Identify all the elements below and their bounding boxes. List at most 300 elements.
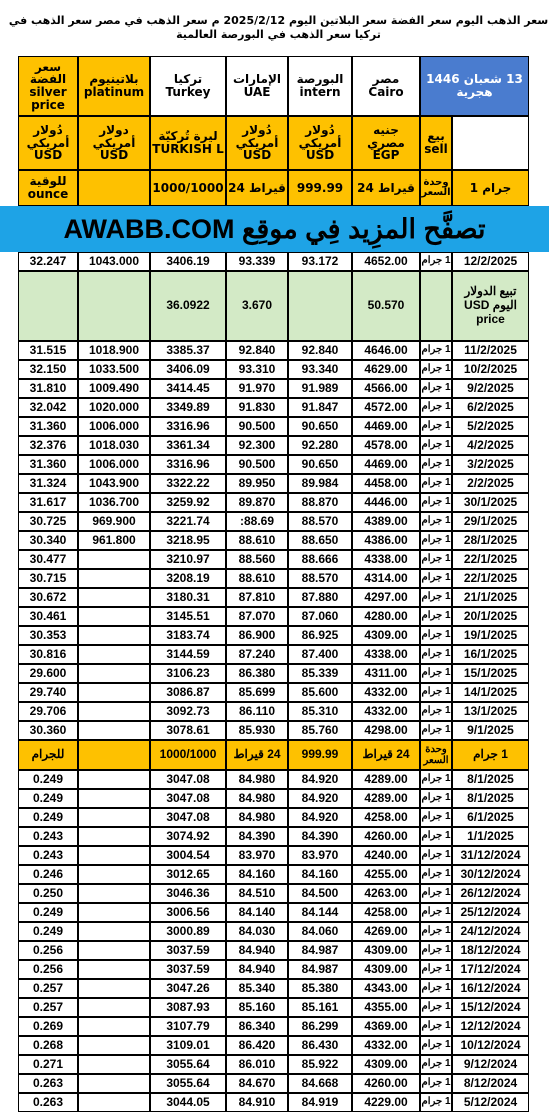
cell-turkey: 3000.89 — [150, 922, 226, 941]
cell-egp: 4469.00 — [352, 455, 420, 474]
cell-silver: 30.340 — [18, 531, 78, 550]
cell-bourse: 86.430 — [288, 1036, 352, 1055]
cell-egp: 4280.00 — [352, 607, 420, 626]
cell-bourse: 90.650 — [288, 417, 352, 436]
cell-platinum — [78, 569, 150, 588]
cell-turkey: 3144.59 — [150, 645, 226, 664]
cell-silver: 0.263 — [18, 1074, 78, 1093]
cell-unit: 1 جرام — [420, 398, 452, 417]
cell-silver: 30.715 — [18, 569, 78, 588]
cell-unit: 1 جرام — [420, 998, 452, 1017]
cell-egp: 50.570 — [352, 271, 420, 341]
cell-silver: 30.725 — [18, 512, 78, 531]
currency-usd-silver: دُولار أمريكي USD — [18, 116, 78, 170]
cell-bourse: 86.299 — [288, 1017, 352, 1036]
header-uae: الإمارات UAE — [226, 56, 288, 116]
cell-date: 21/1/2025 — [452, 588, 529, 607]
cell-turkey: 3106.23 — [150, 664, 226, 683]
cell-turkey: 3044.05 — [150, 1093, 226, 1112]
cell-silver: 0.271 — [18, 1055, 78, 1074]
cell-egp: 4258.00 — [352, 808, 420, 827]
cell-silver: 32.247 — [18, 252, 78, 271]
cell-egp: 4260.00 — [352, 1074, 420, 1093]
cell-silver: 32.150 — [18, 360, 78, 379]
cell-platinum — [78, 1017, 150, 1036]
cell-silver: 30.477 — [18, 550, 78, 569]
cell-unit: 1 جرام — [420, 474, 452, 493]
cell-turkey: 3055.64 — [150, 1074, 226, 1093]
cell-turkey: 1000/1000 — [150, 740, 226, 770]
cell-silver: 32.376 — [18, 436, 78, 455]
cell-bourse: 86.925 — [288, 626, 352, 645]
cell-egp: 4260.00 — [352, 827, 420, 846]
cell-date: 22/1/2025 — [452, 550, 529, 569]
cell-egp: 4258.00 — [352, 903, 420, 922]
cell-date: 10/2/2025 — [452, 360, 529, 379]
cell-platinum — [78, 979, 150, 998]
cell-unit: 1 جرام — [420, 903, 452, 922]
cell-date: 13/1/2025 — [452, 702, 529, 721]
cell-date: 2/2/2025 — [452, 474, 529, 493]
cell-unit: 1 جرام — [420, 922, 452, 941]
cell-platinum — [78, 998, 150, 1017]
cell-egp: 24 قيراط — [352, 740, 420, 770]
cell-bourse: 87.400 — [288, 645, 352, 664]
cell-bourse — [288, 271, 352, 341]
cell-date: 24/12/2024 — [452, 922, 529, 941]
cell-uae: 87.810 — [226, 588, 288, 607]
cell-turkey: 36.0922 — [150, 271, 226, 341]
cell-uae: 84.030 — [226, 922, 288, 941]
cell-platinum — [78, 960, 150, 979]
cell-date: 8/12/2024 — [452, 1074, 529, 1093]
cell-uae: 88.610 — [226, 531, 288, 550]
cell-unit: 1 جرام — [420, 607, 452, 626]
cell-bourse: 84.919 — [288, 1093, 352, 1112]
cell-turkey: 3037.59 — [150, 960, 226, 979]
cell-turkey: 3361.34 — [150, 436, 226, 455]
cell-uae: 86.380 — [226, 664, 288, 683]
unit-karat-uae: 24 قيراط — [226, 170, 288, 206]
cell-egp: 4314.00 — [352, 569, 420, 588]
cell-platinum — [78, 607, 150, 626]
cell-turkey: 3078.61 — [150, 721, 226, 740]
cell-date: 20/1/2025 — [452, 607, 529, 626]
site-banner[interactable]: تصفَّح المزِيد فِي موقِع AWABB.COM — [0, 206, 549, 252]
cell-platinum: 1036.700 — [78, 493, 150, 512]
cell-platinum — [78, 846, 150, 865]
cell-date: 9/2/2025 — [452, 379, 529, 398]
cell-date: 8/1/2025 — [452, 770, 529, 789]
cell-silver: 31.360 — [18, 455, 78, 474]
cell-silver: 31.810 — [18, 379, 78, 398]
cell-unit: 1 جرام — [420, 455, 452, 474]
cell-date: 1 جرام — [452, 740, 529, 770]
cell-uae: 88.69: — [226, 512, 288, 531]
cell-unit: 1 جرام — [420, 417, 452, 436]
header-turkey: تركيا Turkey — [150, 56, 226, 116]
cell-turkey: 3047.08 — [150, 770, 226, 789]
cell-platinum: 1006.000 — [78, 417, 150, 436]
cell-uae: 84.140 — [226, 903, 288, 922]
cell-unit: 1 جرام — [420, 341, 452, 360]
cell-silver: 29.740 — [18, 683, 78, 702]
cell-unit: 1 جرام — [420, 252, 452, 271]
cell-turkey: 3092.73 — [150, 702, 226, 721]
cell-uae: 86.110 — [226, 702, 288, 721]
cell-egp: 4263.00 — [352, 884, 420, 903]
cell-uae: 84.940 — [226, 960, 288, 979]
cell-turkey: 3218.95 — [150, 531, 226, 550]
cell-turkey: 3037.59 — [150, 941, 226, 960]
cell-date: 18/12/2024 — [452, 941, 529, 960]
cell-egp: 4311.00 — [352, 664, 420, 683]
cell-platinum: 1006.000 — [78, 455, 150, 474]
cell-uae: 86.420 — [226, 1036, 288, 1055]
cell-uae: 84.390 — [226, 827, 288, 846]
cell-platinum — [78, 721, 150, 740]
cell-egp: 4338.00 — [352, 645, 420, 664]
cell-date: 17/12/2024 — [452, 960, 529, 979]
currency-usd-platinum: دولار أمريكي USD — [78, 116, 150, 170]
header-silver: سعر الفضة silver price — [18, 56, 78, 116]
cell-bourse: 88.570 — [288, 569, 352, 588]
cell-turkey: 3406.19 — [150, 252, 226, 271]
cell-egp: 4446.00 — [352, 493, 420, 512]
cell-platinum: 969.900 — [78, 512, 150, 531]
cell-bourse: 85.922 — [288, 1055, 352, 1074]
cell-turkey: 3221.74 — [150, 512, 226, 531]
unit-platinum-blank — [78, 170, 150, 206]
cell-uae: 84.980 — [226, 770, 288, 789]
cell-turkey: 3004.54 — [150, 846, 226, 865]
cell-silver: 0.257 — [18, 979, 78, 998]
cell-date: 29/1/2025 — [452, 512, 529, 531]
cell-date: 15/1/2025 — [452, 664, 529, 683]
cell-date: 26/12/2024 — [452, 884, 529, 903]
cell-unit: 1 جرام — [420, 1074, 452, 1093]
cell-turkey: 3322.22 — [150, 474, 226, 493]
cell-date: 1/1/2025 — [452, 827, 529, 846]
cell-turkey: 3012.65 — [150, 865, 226, 884]
cell-uae: 85.930 — [226, 721, 288, 740]
cell-bourse: 88.666 — [288, 550, 352, 569]
cell-turkey: 3109.01 — [150, 1036, 226, 1055]
cell-bourse: 84.668 — [288, 1074, 352, 1093]
cell-turkey: 3406.09 — [150, 360, 226, 379]
cell-platinum — [78, 702, 150, 721]
cell-uae: 84.980 — [226, 808, 288, 827]
cell-silver: 30.816 — [18, 645, 78, 664]
cell-egp: 4309.00 — [352, 941, 420, 960]
cell-egp: 4458.00 — [352, 474, 420, 493]
cell-bourse: 88.650 — [288, 531, 352, 550]
currency-usd-uae: دُولار أمريكي USD — [226, 116, 288, 170]
cell-platinum — [78, 903, 150, 922]
cell-turkey: 3385.37 — [150, 341, 226, 360]
cell-silver: 30.461 — [18, 607, 78, 626]
cell-bourse: 85.339 — [288, 664, 352, 683]
cell-uae: 87.070 — [226, 607, 288, 626]
cell-silver: 32.042 — [18, 398, 78, 417]
cell-turkey: 3087.93 — [150, 998, 226, 1017]
cell-bourse: 85.161 — [288, 998, 352, 1017]
cell-uae: 83.970 — [226, 846, 288, 865]
cell-uae: 93.310 — [226, 360, 288, 379]
cell-silver: 31.324 — [18, 474, 78, 493]
cell-bourse: 84.920 — [288, 789, 352, 808]
cell-unit: 1 جرام — [420, 979, 452, 998]
cell-bourse: 84.920 — [288, 808, 352, 827]
cell-turkey: 3316.96 — [150, 417, 226, 436]
cell-turkey: 3145.51 — [150, 607, 226, 626]
cell-date: 6/2/2025 — [452, 398, 529, 417]
cell-date: 11/2/2025 — [452, 341, 529, 360]
cell-unit: 1 جرام — [420, 493, 452, 512]
cell-unit: 1 جرام — [420, 436, 452, 455]
cell-turkey: 3180.31 — [150, 588, 226, 607]
cell-silver: 0.249 — [18, 808, 78, 827]
cell-unit: 1 جرام — [420, 569, 452, 588]
unit-ounce: للوقية ounce — [18, 170, 78, 206]
cell-date: 31/12/2024 — [452, 846, 529, 865]
cell-silver: للجرام — [18, 740, 78, 770]
cell-date: 30/1/2025 — [452, 493, 529, 512]
cell-bourse: 85.380 — [288, 979, 352, 998]
cell-egp: 4629.00 — [352, 360, 420, 379]
cell-bourse: 85.760 — [288, 721, 352, 740]
cell-uae: 87.240 — [226, 645, 288, 664]
cell-egp: 4389.00 — [352, 512, 420, 531]
cell-date: 19/1/2025 — [452, 626, 529, 645]
cell-platinum: 1018.900 — [78, 341, 150, 360]
cell-silver: 29.600 — [18, 664, 78, 683]
cell-platinum: 1020.000 — [78, 398, 150, 417]
cell-bourse: 93.172 — [288, 252, 352, 271]
cell-bourse: 93.340 — [288, 360, 352, 379]
cell-unit: 1 جرام — [420, 379, 452, 398]
cell-platinum: 1009.490 — [78, 379, 150, 398]
cell-bourse: 83.970 — [288, 846, 352, 865]
cell-platinum — [78, 1036, 150, 1055]
cell-silver — [18, 271, 78, 341]
cell-turkey: 3086.87 — [150, 683, 226, 702]
cell-unit — [420, 271, 452, 341]
cell-bourse: 87.060 — [288, 607, 352, 626]
unit-gram: 1 جرام — [452, 170, 529, 206]
cell-bourse: 92.840 — [288, 341, 352, 360]
cell-platinum: 1043.000 — [78, 252, 150, 271]
cell-egp: 4309.00 — [352, 960, 420, 979]
cell-date: 30/12/2024 — [452, 865, 529, 884]
cell-silver: 0.250 — [18, 884, 78, 903]
cell-turkey: 3208.19 — [150, 569, 226, 588]
cell-unit: 1 جرام — [420, 360, 452, 379]
cell-silver: 0.249 — [18, 789, 78, 808]
cell-platinum — [78, 683, 150, 702]
cell-platinum — [78, 1093, 150, 1112]
cell-bourse: 91.847 — [288, 398, 352, 417]
cell-date: 12/12/2024 — [452, 1017, 529, 1036]
currency-try: ليرة تُركيّة TURKISH L — [150, 116, 226, 170]
cell-date: 6/1/2025 — [452, 808, 529, 827]
cell-uae: 92.840 — [226, 341, 288, 360]
cell-egp: 4332.00 — [352, 1036, 420, 1055]
currency-sell: بيع sell — [420, 116, 452, 170]
cell-egp: 4289.00 — [352, 789, 420, 808]
unit-fineness: 1000/1000 — [150, 170, 226, 206]
cell-turkey: 3047.08 — [150, 808, 226, 827]
cell-silver: 0.243 — [18, 846, 78, 865]
cell-unit: 1 جرام — [420, 664, 452, 683]
cell-date: 5/12/2024 — [452, 1093, 529, 1112]
cell-platinum: 1018.030 — [78, 436, 150, 455]
cell-egp: 4566.00 — [352, 379, 420, 398]
cell-unit: 1 جرام — [420, 846, 452, 865]
cell-date: 28/1/2025 — [452, 531, 529, 550]
cell-unit: 1 جرام — [420, 865, 452, 884]
cell-turkey: 3107.79 — [150, 1017, 226, 1036]
cell-silver: 0.246 — [18, 865, 78, 884]
cell-silver: 0.249 — [18, 903, 78, 922]
cell-silver: 31.617 — [18, 493, 78, 512]
cell-bourse: 85.600 — [288, 683, 352, 702]
cell-platinum — [78, 808, 150, 827]
cell-unit: 1 جرام — [420, 808, 452, 827]
cell-uae: 93.339 — [226, 252, 288, 271]
cell-egp: 4298.00 — [352, 721, 420, 740]
cell-date: 14/1/2025 — [452, 683, 529, 702]
cell-egp: 4343.00 — [352, 979, 420, 998]
cell-unit: 1 جرام — [420, 884, 452, 903]
cell-date: 16/12/2024 — [452, 979, 529, 998]
cell-unit: 1 جرام — [420, 531, 452, 550]
blank-currency-cell — [452, 116, 529, 170]
cell-silver: 30.360 — [18, 721, 78, 740]
cell-silver: 30.353 — [18, 626, 78, 645]
cell-silver: 29.706 — [18, 702, 78, 721]
cell-unit: 1 جرام — [420, 1055, 452, 1074]
cell-unit: وحدة السعر — [420, 740, 452, 770]
cell-egp: 4332.00 — [352, 702, 420, 721]
cell-bourse: 84.987 — [288, 960, 352, 979]
cell-uae: 24 قيراط — [226, 740, 288, 770]
cell-egp: 4240.00 — [352, 846, 420, 865]
cell-bourse: 87.880 — [288, 588, 352, 607]
cell-uae: 90.500 — [226, 417, 288, 436]
hijri-date-cell: 13 شعبان 1446 هجرية — [420, 56, 529, 116]
cell-bourse: 92.280 — [288, 436, 352, 455]
cell-unit: 1 جرام — [420, 512, 452, 531]
cell-uae: 84.940 — [226, 941, 288, 960]
cell-silver: 31.515 — [18, 341, 78, 360]
cell-uae: 84.160 — [226, 865, 288, 884]
cell-egp: 4229.00 — [352, 1093, 420, 1112]
cell-bourse: 89.984 — [288, 474, 352, 493]
unit-label: وحدة السعر — [420, 170, 452, 206]
cell-uae: 86.340 — [226, 1017, 288, 1036]
cell-date: 22/1/2025 — [452, 569, 529, 588]
cell-platinum — [78, 740, 150, 770]
cell-platinum — [78, 941, 150, 960]
cell-date: 8/1/2025 — [452, 789, 529, 808]
cell-uae: 88.560 — [226, 550, 288, 569]
cell-unit: 1 جرام — [420, 721, 452, 740]
cell-platinum — [78, 588, 150, 607]
cell-silver: 0.249 — [18, 922, 78, 941]
cell-bourse: 84.987 — [288, 941, 352, 960]
cell-uae: 84.980 — [226, 789, 288, 808]
cell-bourse: 84.060 — [288, 922, 352, 941]
cell-unit: 1 جرام — [420, 702, 452, 721]
cell-egp: 4255.00 — [352, 865, 420, 884]
cell-turkey: 3047.08 — [150, 789, 226, 808]
cell-uae: 89.950 — [226, 474, 288, 493]
cell-platinum — [78, 626, 150, 645]
cell-platinum — [78, 865, 150, 884]
cell-bourse: 90.650 — [288, 455, 352, 474]
cell-silver: 30.672 — [18, 588, 78, 607]
cell-platinum — [78, 884, 150, 903]
cell-date: 3/2/2025 — [452, 455, 529, 474]
cell-egp: 4355.00 — [352, 998, 420, 1017]
cell-unit: 1 جرام — [420, 588, 452, 607]
cell-uae: 84.670 — [226, 1074, 288, 1093]
cell-unit: 1 جرام — [420, 1017, 452, 1036]
cell-unit: 1 جرام — [420, 941, 452, 960]
cell-uae: 84.910 — [226, 1093, 288, 1112]
cell-silver: 0.249 — [18, 770, 78, 789]
cell-turkey: 3183.74 — [150, 626, 226, 645]
cell-silver: 0.257 — [18, 998, 78, 1017]
cell-uae: 85.340 — [226, 979, 288, 998]
header-platinum: بلاتينيوم platinum — [78, 56, 150, 116]
cell-uae: 91.830 — [226, 398, 288, 417]
cell-date: 4/2/2025 — [452, 436, 529, 455]
cell-platinum — [78, 770, 150, 789]
cell-turkey: 3316.96 — [150, 455, 226, 474]
unit-karat-egp: 24 قيراط — [352, 170, 420, 206]
cell-egp: 4309.00 — [352, 1055, 420, 1074]
cell-bourse: 999.99 — [288, 740, 352, 770]
cell-unit: 1 جرام — [420, 827, 452, 846]
cell-date: 5/2/2025 — [452, 417, 529, 436]
cell-uae: 84.510 — [226, 884, 288, 903]
cell-date: تبيع الدولار اليوم USD price — [452, 271, 529, 341]
cell-silver: 0.263 — [18, 1093, 78, 1112]
cell-uae: 86.010 — [226, 1055, 288, 1074]
cell-uae: 91.970 — [226, 379, 288, 398]
cell-egp: 4386.00 — [352, 531, 420, 550]
cell-egp: 4646.00 — [352, 341, 420, 360]
cell-uae: 92.300 — [226, 436, 288, 455]
cell-egp: 4578.00 — [352, 436, 420, 455]
cell-bourse: 84.160 — [288, 865, 352, 884]
cell-date: 10/12/2024 — [452, 1036, 529, 1055]
cell-egp: 4289.00 — [352, 770, 420, 789]
cell-egp: 4297.00 — [352, 588, 420, 607]
cell-uae: 3.670 — [226, 271, 288, 341]
cell-silver: 31.360 — [18, 417, 78, 436]
cell-silver: 0.268 — [18, 1036, 78, 1055]
cell-turkey: 3414.45 — [150, 379, 226, 398]
cell-platinum: 961.800 — [78, 531, 150, 550]
cell-platinum — [78, 1055, 150, 1074]
cell-unit: 1 جرام — [420, 789, 452, 808]
cell-egp: 4652.00 — [352, 252, 420, 271]
cell-unit: 1 جرام — [420, 960, 452, 979]
cell-platinum — [78, 645, 150, 664]
